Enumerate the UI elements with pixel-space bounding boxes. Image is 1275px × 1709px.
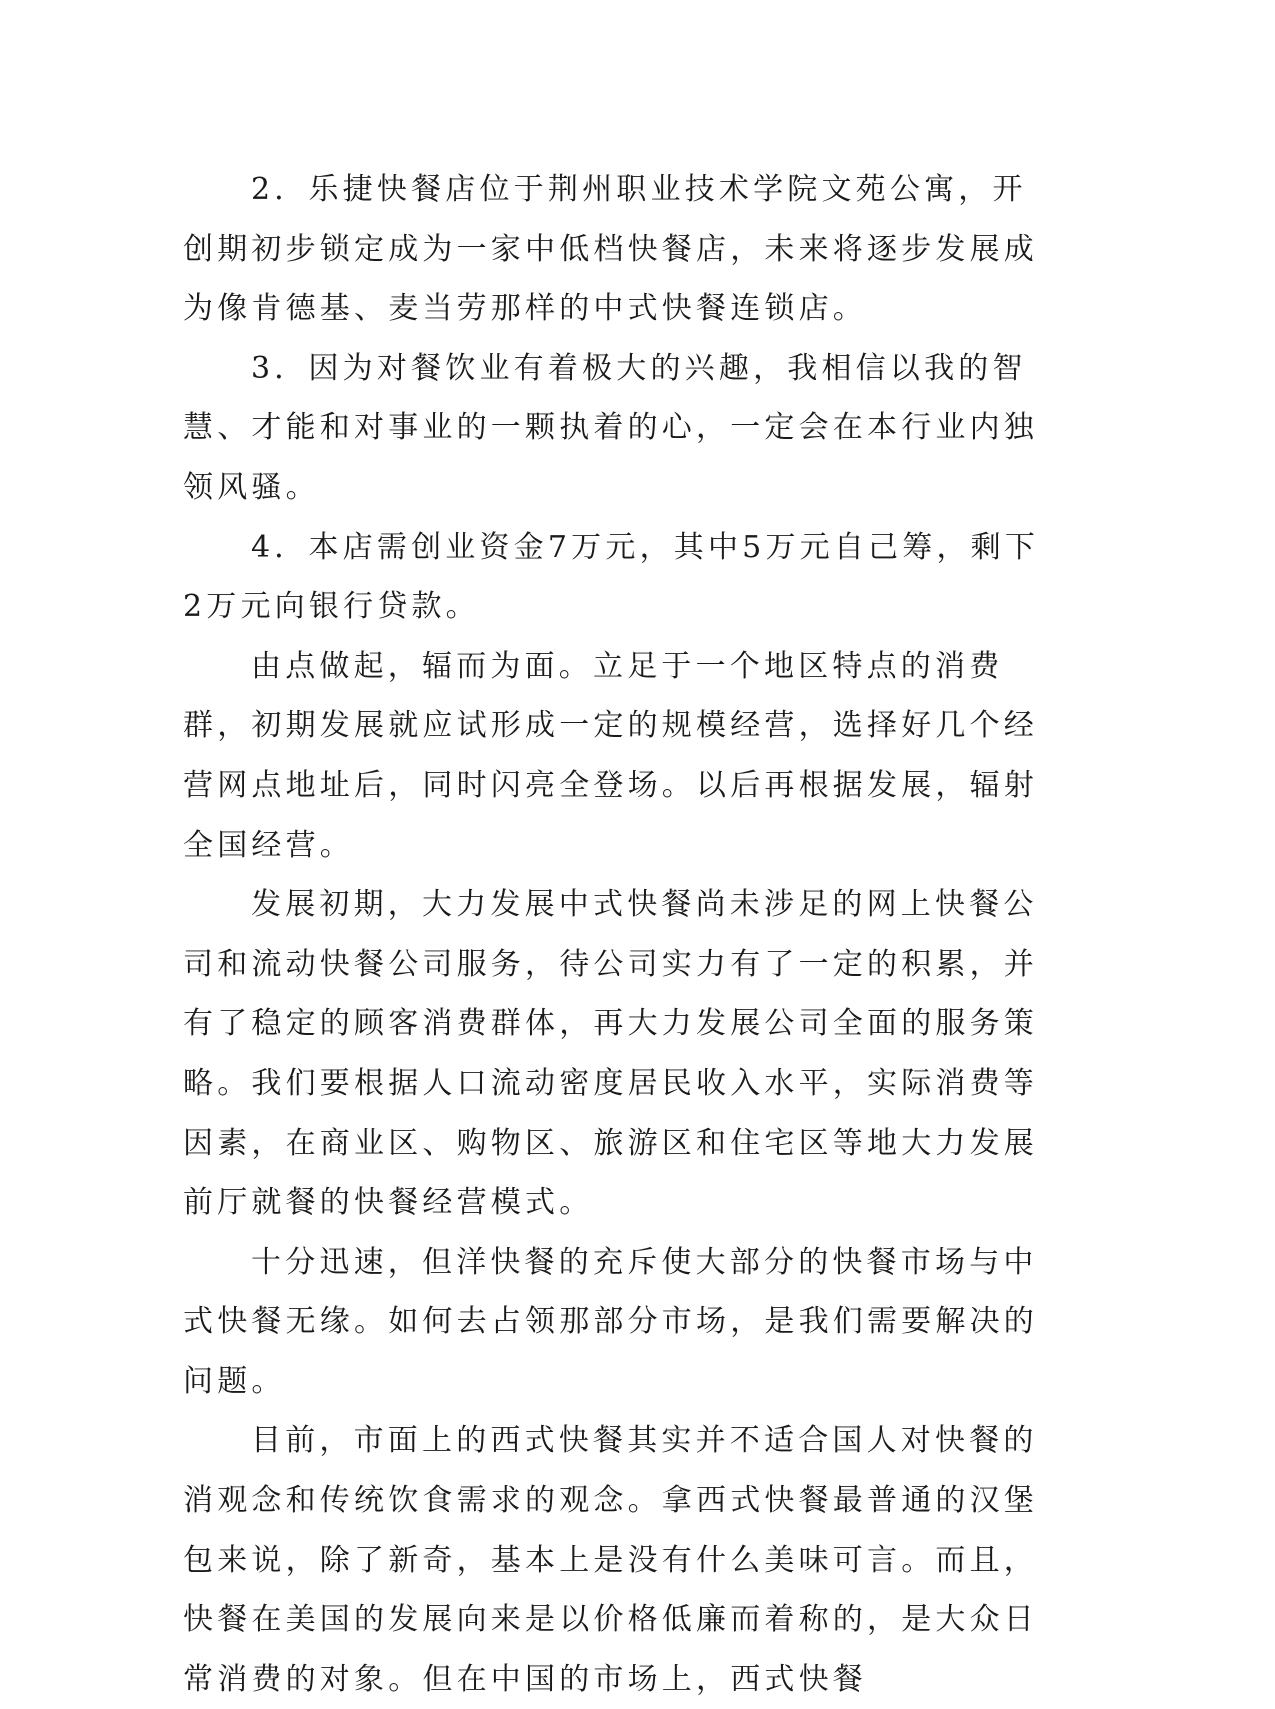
paragraph-western-fastfood: 目前，市面上的西式快餐其实并不适合国人对快餐的消观念和传统饮食需求的观念。拿西式快餐最普通的汉堡包来说，除了新奇，基本上是没有什么美味可言。而且，快餐在美国的发展向来是以价格低廉而着称的，是大众日常消费的对象。但在中国的市场上，西式快餐 <box>183 1423 1038 1697</box>
paragraph-expansion-strategy: 由点做起，辐而为面。立足于一个地区特点的消费群，初期发展就应试形成一定的规模经营，选择好几个经营网点地址后，同时闪亮全登场。以后再根据发展，辐射全国经营。 <box>183 648 1038 863</box>
paragraph-capital: 4．本店需创业资金7万元，其中5万元自己筹，剩下2万元向银行贷款。 <box>183 529 1040 625</box>
paragraph-startup-positioning: 2．乐捷快餐店位于荆州职业技术学院文苑公寓，开创期初步锁定成为一家中低档快餐店，未来将逐步发展成为像肯德基、麦当劳那样的中式快餐连锁店。 <box>183 172 1038 327</box>
document-body <box>183 160 1043 1709</box>
paragraph-early-development: 发展初期，大力发展中式快餐尚未涉足的网上快餐公司和流动快餐公司服务，待公司实力有了一定的积累，并有了稳定的顾客消费群体，再大力发展公司全面的服务策略。我们要根据人口流动密度居民收入水平，实际消费等因素，在商业区、购物区、旅游区和住宅区等地大力发展前厅就餐的快餐经营模式。 <box>183 887 1038 1221</box>
paragraph-interest: 3．因为对餐饮业有着极大的兴趣，我相信以我的智慧、才能和对事业的一颗执着的心，一定会在本行业内独领风骚。 <box>183 350 1038 505</box>
paragraph-market-problem: 十分迅速，但洋快餐的充斥使大部分的快餐市场与中式快餐无缘。如何去占领那部分市场，是我们需要解决的问题。 <box>183 1244 1038 1399</box>
